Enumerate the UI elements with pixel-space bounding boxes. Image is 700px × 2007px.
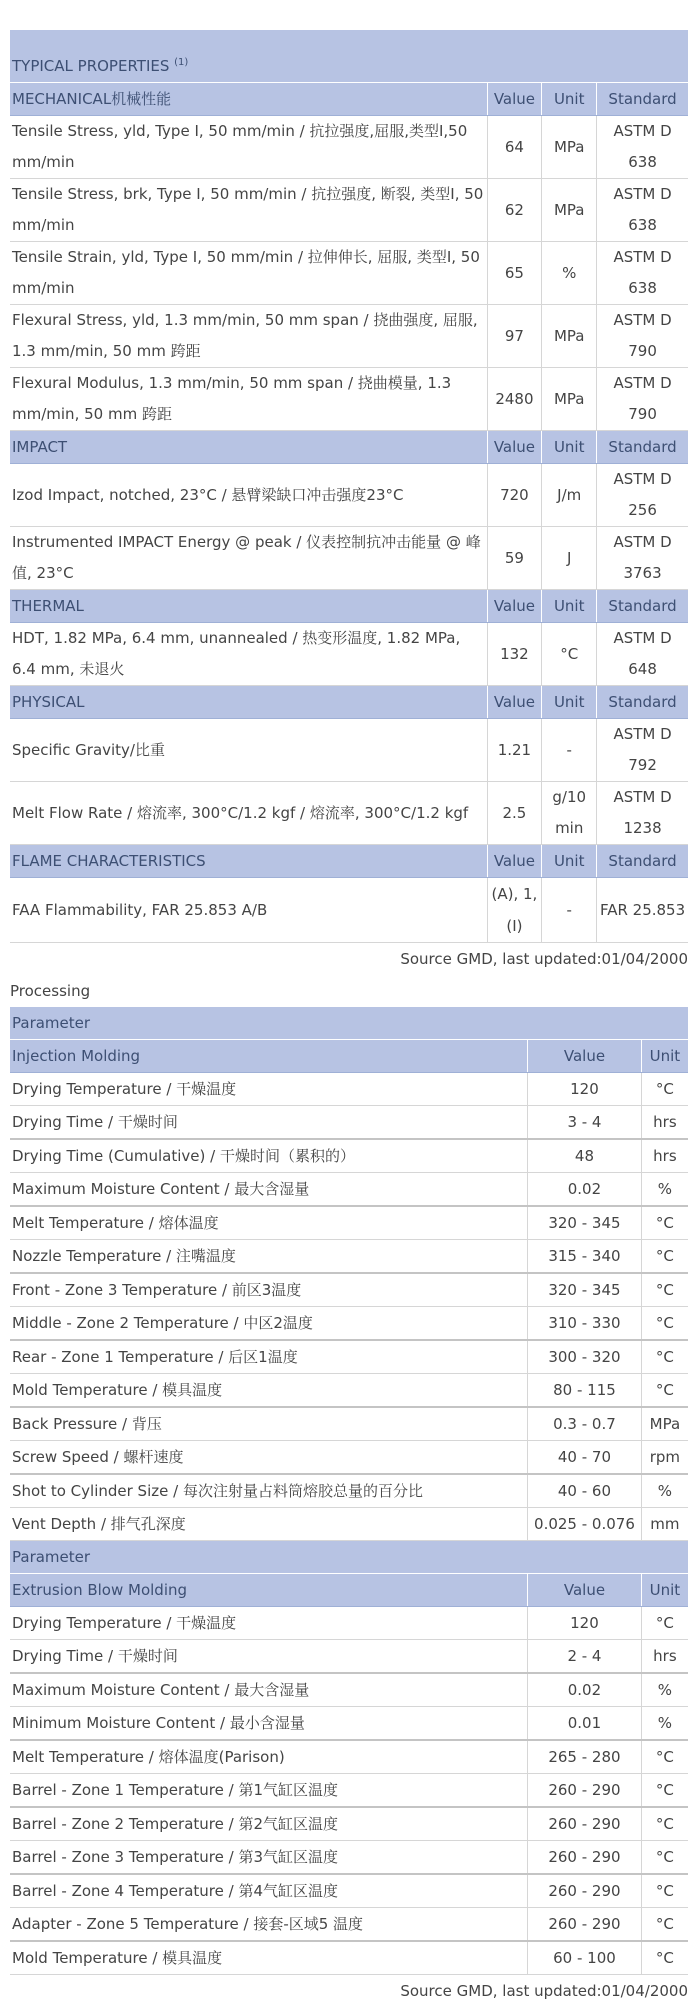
process-parameter-value: 320 - 345 (528, 1273, 642, 1307)
process-parameter-unit: mm (641, 1508, 688, 1541)
section-header-row (10, 845, 688, 878)
process-parameter-name: Rear - Zone 1 Temperature / 后区1温度 (10, 1340, 528, 1374)
property-name: Izod Impact, notched, 23°C / 悬臂梁缺口冲击强度23°C (10, 464, 487, 527)
column-header-value: Value (487, 83, 542, 116)
process-parameter-unit: hrs (641, 1106, 688, 1140)
datasheet (10, 30, 688, 2007)
process-row (10, 1139, 688, 1173)
property-unit: MPa (542, 179, 597, 242)
properties-title-note: (1) (174, 57, 189, 68)
process-row (10, 1908, 688, 1942)
property-row (10, 368, 688, 431)
process-row (10, 1273, 688, 1307)
process-row (10, 1374, 688, 1408)
property-name: Specific Gravity/比重 (10, 719, 487, 782)
process-row (10, 1841, 688, 1875)
process-parameter-value: 260 - 290 (528, 1774, 642, 1808)
property-value: 2.5 (487, 782, 542, 845)
property-value: (A), 1, (I) (487, 878, 542, 943)
process-parameter-name: Vent Depth / 排气孔深度 (10, 1508, 528, 1541)
process-row (10, 1508, 688, 1541)
property-unit: MPa (542, 305, 597, 368)
process-header-row (10, 1574, 688, 1607)
process-parameter-value: 48 (528, 1139, 642, 1173)
process-row (10, 1607, 688, 1640)
section-header-row (10, 431, 688, 464)
property-unit: g/10 min (542, 782, 597, 845)
process-row (10, 1807, 688, 1841)
property-row (10, 179, 688, 242)
section-name: PHYSICAL (10, 686, 487, 719)
process-parameter-unit: °C (641, 1607, 688, 1640)
process-parameter-unit: °C (641, 1941, 688, 1975)
process-parameter-value: 40 - 60 (528, 1474, 642, 1508)
property-row (10, 623, 688, 686)
process-name: Extrusion Blow Molding (10, 1574, 528, 1607)
property-name: Tensile Strain, yld, Type I, 50 mm/min / 拉伸伸长, 屈服, 类型I, 50 mm/min (10, 242, 487, 305)
process-parameter-name: Mold Temperature / 模具温度 (10, 1374, 528, 1408)
process-parameter-unit: °C (641, 1307, 688, 1341)
typical-properties-table (10, 30, 688, 943)
process-parameter-unit: °C (641, 1240, 688, 1274)
process-parameter-value: 0.3 - 0.7 (528, 1407, 642, 1441)
column-header-unit: Unit (542, 845, 597, 878)
section-name: FLAME CHARACTERISTICS (10, 845, 487, 878)
property-name: Flexural Modulus, 1.3 mm/min, 50 mm span / 挠曲模量, 1.3 mm/min, 50 mm 跨距 (10, 368, 487, 431)
process-row (10, 1240, 688, 1274)
process-parameter-unit: % (641, 1474, 688, 1508)
process-parameter-unit: % (641, 1173, 688, 1207)
section-name: MECHANICAL机械性能 (10, 83, 487, 116)
property-unit: J (542, 527, 597, 590)
process-parameter-value: 3 - 4 (528, 1106, 642, 1140)
property-name: Instrumented IMPACT Energy @ peak / 仪表控制抗冲击能量 @ 峰值, 23°C (10, 527, 487, 590)
process-row (10, 1340, 688, 1374)
processing-label: Processing (10, 982, 91, 1000)
property-row (10, 116, 688, 179)
process-parameter-value: 2 - 4 (528, 1640, 642, 1674)
property-row (10, 719, 688, 782)
property-value: 132 (487, 623, 542, 686)
process-parameter-value: 0.01 (528, 1707, 642, 1741)
property-standard: FAR 25.853 (597, 878, 688, 943)
process-parameter-name: Mold Temperature / 模具温度 (10, 1941, 528, 1975)
property-value: 65 (487, 242, 542, 305)
process-parameter-unit: °C (641, 1874, 688, 1908)
property-standard: ASTM D 648 (597, 623, 688, 686)
property-row (10, 878, 688, 943)
process-parameter-value: 120 (528, 1073, 642, 1106)
property-name: HDT, 1.82 MPa, 6.4 mm, unannealed / 热变形温度, 1.82 MPa, 6.4 mm, 未退火 (10, 623, 487, 686)
process-name: Injection Molding (10, 1040, 528, 1073)
column-header-standard: Standard (597, 686, 688, 719)
process-header-row (10, 1040, 688, 1073)
column-header-standard: Standard (597, 83, 688, 116)
property-value: 64 (487, 116, 542, 179)
properties-title: TYPICAL PROPERTIES $^{(1)}$ (10, 30, 688, 83)
process-parameter-name: Melt Temperature / 熔体温度(Parison) (10, 1740, 528, 1774)
property-value: 2480 (487, 368, 542, 431)
property-value: 720 (487, 464, 542, 527)
process-parameter-value: 265 - 280 (528, 1740, 642, 1774)
process-parameter-unit: % (641, 1707, 688, 1741)
property-value: 97 (487, 305, 542, 368)
process-parameter-value: 315 - 340 (528, 1240, 642, 1274)
process-parameter-name: Barrel - Zone 4 Temperature / 第4气缸区温度 (10, 1874, 528, 1908)
process-parameter-name: Maximum Moisture Content / 最大含湿量 (10, 1673, 528, 1707)
column-header-standard: Standard (597, 590, 688, 623)
property-unit: MPa (542, 368, 597, 431)
process-parameter-name: Barrel - Zone 1 Temperature / 第1气缸区温度 (10, 1774, 528, 1808)
process-parameter-value: 0.02 (528, 1673, 642, 1707)
process-parameter-value: 260 - 290 (528, 1807, 642, 1841)
processing-table (10, 1007, 688, 1975)
property-name: Tensile Stress, brk, Type I, 50 mm/min / 抗拉强度, 断裂, 类型I, 50 mm/min (10, 179, 487, 242)
process-parameter-unit: hrs (641, 1640, 688, 1674)
process-parameter-name: Barrel - Zone 3 Temperature / 第3气缸区温度 (10, 1841, 528, 1875)
properties-title-row (10, 30, 688, 83)
section-name: IMPACT (10, 431, 487, 464)
column-header-value: Value (487, 431, 542, 464)
property-value: 62 (487, 179, 542, 242)
section-header-row (10, 83, 688, 116)
process-parameter-unit: °C (641, 1340, 688, 1374)
property-name: Melt Flow Rate / 熔流率, 300°C/1.2 kgf / 熔流率, 300°C/1.2 kgf (10, 782, 487, 845)
parameter-spacer (528, 1541, 642, 1574)
section-header-row (10, 590, 688, 623)
parameter-spacer (528, 1007, 642, 1040)
process-parameter-name: Barrel - Zone 2 Temperature / 第2气缸区温度 (10, 1807, 528, 1841)
process-parameter-value: 0.02 (528, 1173, 642, 1207)
process-row (10, 1640, 688, 1674)
process-parameter-unit: MPa (641, 1407, 688, 1441)
property-name: FAA Flammability, FAR 25.853 A/B (10, 878, 487, 943)
column-header-value: Value (487, 686, 542, 719)
process-row (10, 1941, 688, 1975)
process-parameter-value: 260 - 290 (528, 1841, 642, 1875)
process-row (10, 1740, 688, 1774)
column-header-value: Value (528, 1574, 642, 1607)
property-value: 59 (487, 527, 542, 590)
property-value: 1.21 (487, 719, 542, 782)
process-parameter-unit: °C (641, 1841, 688, 1875)
process-parameter-value: 260 - 290 (528, 1874, 642, 1908)
process-row (10, 1774, 688, 1808)
process-parameter-unit: °C (641, 1206, 688, 1240)
property-standard: ASTM D 790 (597, 305, 688, 368)
parameter-spacer (641, 1541, 688, 1574)
properties-source: Source GMD, last updated:01/04/2000 (400, 950, 688, 968)
column-header-unit: Unit (542, 686, 597, 719)
process-parameter-unit: % (641, 1673, 688, 1707)
property-name: Flexural Stress, yld, 1.3 mm/min, 50 mm span / 挠曲强度, 屈服, 1.3 mm/min, 50 mm 跨距 (10, 305, 487, 368)
process-row (10, 1206, 688, 1240)
property-standard: ASTM D 792 (597, 719, 688, 782)
property-standard: ASTM D 638 (597, 242, 688, 305)
process-row (10, 1073, 688, 1106)
process-parameter-unit: °C (641, 1908, 688, 1942)
process-row (10, 1441, 688, 1475)
property-standard: ASTM D 790 (597, 368, 688, 431)
column-header-unit: Unit (542, 431, 597, 464)
process-parameter-name: Adapter - Zone 5 Temperature / 接套-区域5 温度 (10, 1908, 528, 1942)
process-parameter-unit: °C (641, 1374, 688, 1408)
process-parameter-name: Front - Zone 3 Temperature / 前区3温度 (10, 1273, 528, 1307)
process-parameter-value: 40 - 70 (528, 1441, 642, 1475)
process-parameter-unit: °C (641, 1073, 688, 1106)
section-header-row (10, 686, 688, 719)
process-parameter-name: Middle - Zone 2 Temperature / 中区2温度 (10, 1307, 528, 1341)
section-name: THERMAL (10, 590, 487, 623)
column-header-standard: Standard (597, 431, 688, 464)
process-parameter-unit: °C (641, 1273, 688, 1307)
property-standard: ASTM D 256 (597, 464, 688, 527)
process-parameter-value: 60 - 100 (528, 1941, 642, 1975)
process-row (10, 1707, 688, 1741)
processing-source: Source GMD, last updated:01/04/2000 (400, 1982, 688, 2000)
property-standard: ASTM D 638 (597, 179, 688, 242)
property-row (10, 242, 688, 305)
column-header-value: Value (487, 590, 542, 623)
column-header-standard: Standard (597, 845, 688, 878)
process-row (10, 1407, 688, 1441)
column-header-unit: Unit (542, 83, 597, 116)
process-parameter-value: 320 - 345 (528, 1206, 642, 1240)
property-unit: °C (542, 623, 597, 686)
process-parameter-name: Melt Temperature / 熔体温度 (10, 1206, 528, 1240)
property-row (10, 464, 688, 527)
parameter-row (10, 1541, 688, 1574)
property-row (10, 305, 688, 368)
process-parameter-unit: rpm (641, 1441, 688, 1475)
process-parameter-name: Drying Temperature / 干燥温度 (10, 1073, 528, 1106)
process-row (10, 1173, 688, 1207)
process-parameter-name: Screw Speed / 螺杆速度 (10, 1441, 528, 1475)
process-parameter-name: Nozzle Temperature / 注嘴温度 (10, 1240, 528, 1274)
process-parameter-name: Drying Time / 干燥时间 (10, 1106, 528, 1140)
parameter-label: Parameter (10, 1007, 528, 1040)
property-unit: - (542, 878, 597, 943)
column-header-unit: Unit (542, 590, 597, 623)
process-parameter-unit: °C (641, 1774, 688, 1808)
property-standard: ASTM D 1238 (597, 782, 688, 845)
process-parameter-name: Shot to Cylinder Size / 每次注射量占料筒熔胶总量的百分比 (10, 1474, 528, 1508)
process-row (10, 1874, 688, 1908)
process-parameter-value: 310 - 330 (528, 1307, 642, 1341)
process-parameter-name: Maximum Moisture Content / 最大含湿量 (10, 1173, 528, 1207)
property-row (10, 527, 688, 590)
process-parameter-name: Drying Time (Cumulative) / 干燥时间（累积的） (10, 1139, 528, 1173)
property-row (10, 782, 688, 845)
process-parameter-name: Drying Temperature / 干燥温度 (10, 1607, 528, 1640)
process-parameter-name: Back Pressure / 背压 (10, 1407, 528, 1441)
parameter-row (10, 1007, 688, 1040)
property-unit: J/m (542, 464, 597, 527)
parameter-spacer (641, 1007, 688, 1040)
process-parameter-value: 80 - 115 (528, 1374, 642, 1408)
property-unit: - (542, 719, 597, 782)
process-row (10, 1673, 688, 1707)
property-standard: ASTM D 3763 (597, 527, 688, 590)
process-parameter-unit: °C (641, 1807, 688, 1841)
process-parameter-value: 260 - 290 (528, 1908, 642, 1942)
property-unit: MPa (542, 116, 597, 179)
process-row (10, 1307, 688, 1341)
property-standard: ASTM D 638 (597, 116, 688, 179)
process-parameter-unit: °C (641, 1740, 688, 1774)
process-parameter-value: 300 - 320 (528, 1340, 642, 1374)
column-header-unit: Unit (641, 1574, 688, 1607)
property-name: Tensile Stress, yld, Type I, 50 mm/min / 抗拉强度,屈服,类型I,50 mm/min (10, 116, 487, 179)
process-row (10, 1106, 688, 1140)
process-parameter-unit: hrs (641, 1139, 688, 1173)
process-parameter-value: 120 (528, 1607, 642, 1640)
process-row (10, 1474, 688, 1508)
parameter-label: Parameter (10, 1541, 528, 1574)
process-parameter-value: 0.025 - 0.076 (528, 1508, 642, 1541)
column-header-value: Value (487, 845, 542, 878)
process-parameter-name: Drying Time / 干燥时间 (10, 1640, 528, 1674)
column-header-value: Value (528, 1040, 642, 1073)
property-unit: % (542, 242, 597, 305)
process-parameter-name: Minimum Moisture Content / 最小含湿量 (10, 1707, 528, 1741)
column-header-unit: Unit (641, 1040, 688, 1073)
